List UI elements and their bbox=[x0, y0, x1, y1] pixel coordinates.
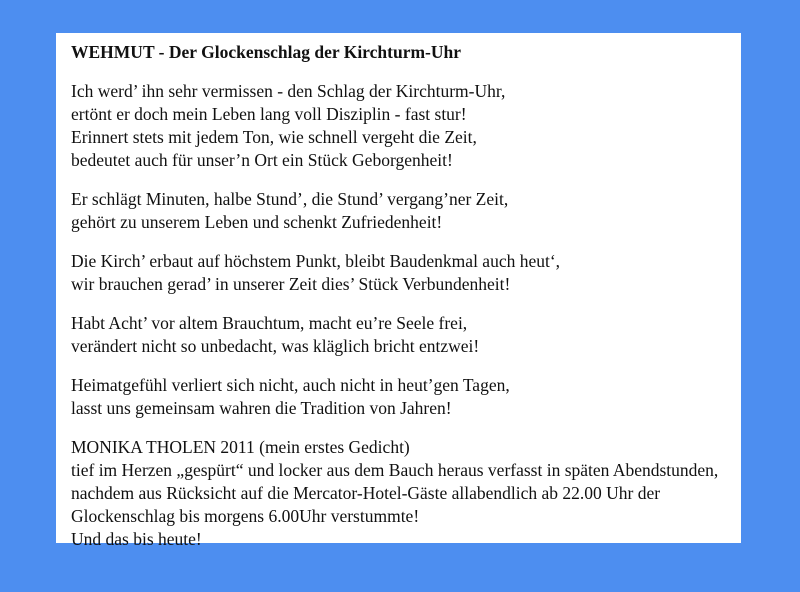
poem-line: ertönt er doch mein Leben lang voll Disziplin - fast stur! bbox=[71, 104, 467, 124]
stanza-3 bbox=[71, 250, 741, 296]
poem-line: gehört zu unserem Leben und schenkt Zufriedenheit! bbox=[71, 212, 443, 232]
poem-line: Ich werd’ ihn sehr vermissen - den Schlag der Kirchturm-Uhr, bbox=[71, 81, 506, 101]
document-page bbox=[56, 33, 741, 549]
note-line: Glockenschlag bis morgens 6.00Uhr verstummte! bbox=[71, 506, 420, 526]
stanza-2 bbox=[71, 188, 741, 234]
signature-block bbox=[71, 436, 741, 551]
note-line: nachdem aus Rücksicht auf die Mercator-Hotel-Gäste allabendlich ab 22.00 Uhr der bbox=[71, 483, 661, 503]
stanza-4 bbox=[71, 312, 741, 358]
poem-line: Erinnert stets mit jedem Ton, wie schnell vergeht die Zeit, bbox=[71, 127, 477, 147]
note-line: Und das bis heute! bbox=[71, 529, 202, 549]
poem-line: Heimatgefühl verliert sich nicht, auch nicht in heut’gen Tagen, bbox=[71, 375, 510, 395]
poem-title: WEHMUT - Der Glockenschlag der Kirchturm-Uhr bbox=[71, 42, 461, 62]
note-line: tief im Herzen „gespürt“ und locker aus dem Bauch heraus verfasst in späten Abendstunden, bbox=[71, 460, 719, 480]
poem-line: Habt Acht’ vor altem Brauchtum, macht eu’re Seele frei, bbox=[71, 313, 468, 333]
poem-line: wir brauchen gerad’ in unserer Zeit dies’ Stück Verbundenheit! bbox=[71, 274, 511, 294]
poem-line: Die Kirch’ erbaut auf höchstem Punkt, bleibt Baudenkmal auch heut‘, bbox=[71, 251, 561, 271]
stanza-5 bbox=[71, 374, 741, 420]
author-line: MONIKA THOLEN 2011 (mein erstes Gedicht) bbox=[71, 437, 410, 457]
poem-line: lasst uns gemeinsam wahren die Tradition von Jahren! bbox=[71, 398, 452, 418]
poem-line: verändert nicht so unbedacht, was kläglich bricht entzwei! bbox=[71, 336, 480, 356]
poem-line: bedeutet auch für unser’n Ort ein Stück Geborgenheit! bbox=[71, 150, 453, 170]
stanza-1 bbox=[71, 80, 741, 172]
poem-line: Er schlägt Minuten, halbe Stund’, die Stund’ vergang’ner Zeit, bbox=[71, 189, 509, 209]
